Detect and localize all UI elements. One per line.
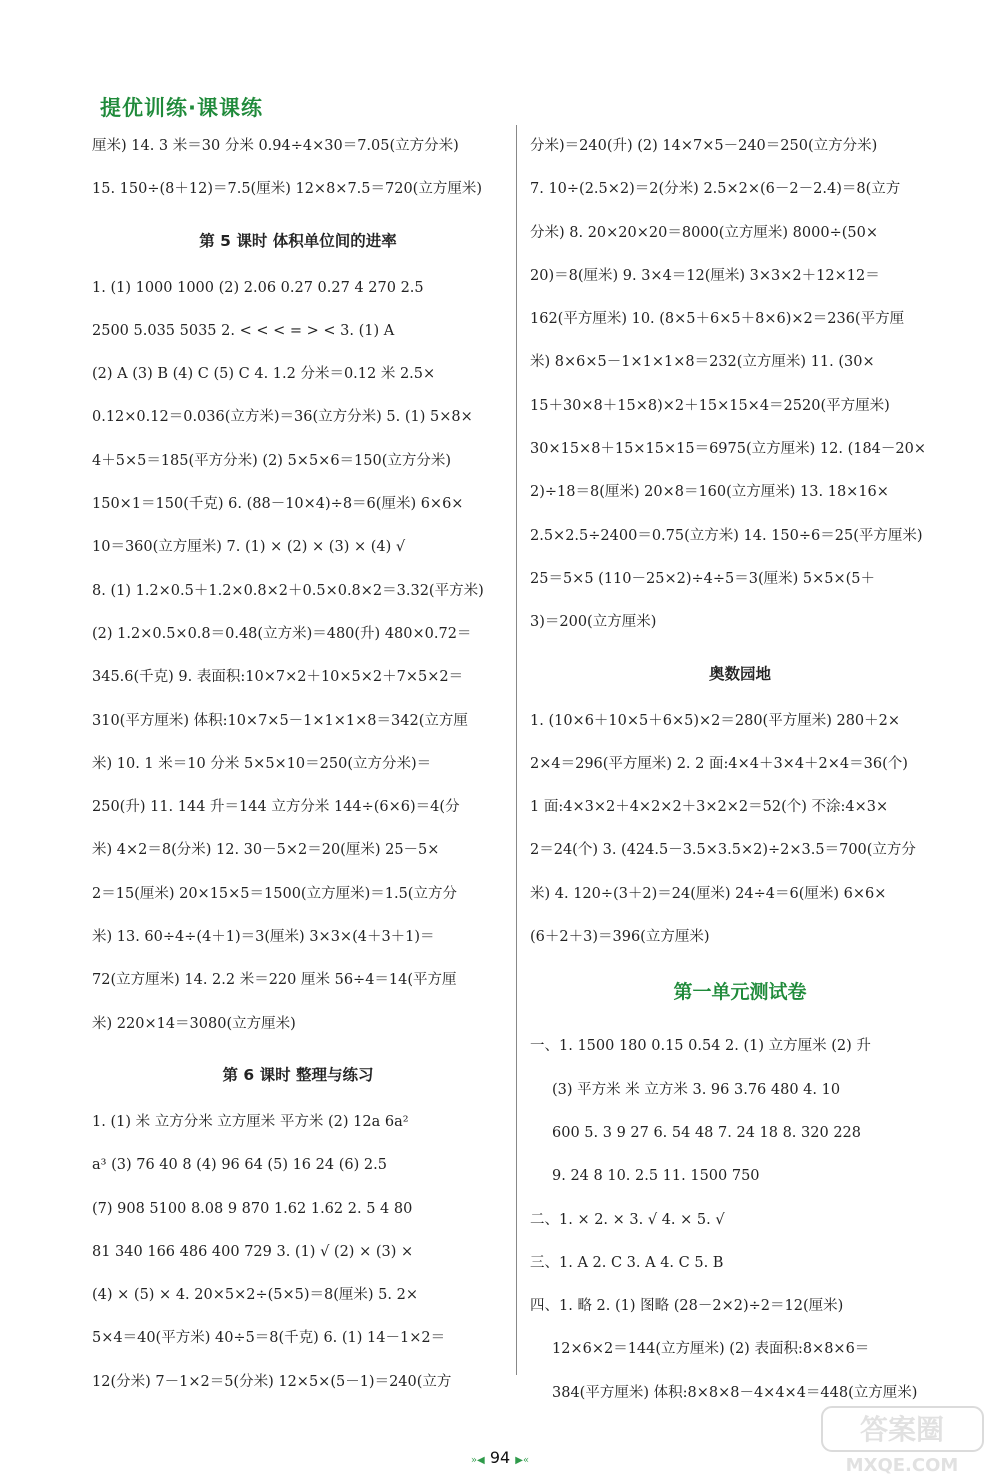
answer-line: (4) × (5) × 4. 20×5×2÷(5×5)＝8(厘米) 5. 2×	[92, 1287, 418, 1304]
answer-line: 15＋30×8＋15×8)×2＋15×15×4＝2520(平方厘米)	[530, 397, 890, 414]
answer-line: 一、1. 1500 180 0.15 0.54 2. (1) 立方厘米 (2) 升	[530, 1038, 871, 1055]
answer-line: 250(升) 11. 144 升＝144 立方分米 144÷(6×6)＝4(分	[92, 799, 460, 816]
answer-line: 15. 150÷(8＋12)＝7.5(厘米) 12×8×7.5＝720(立方厘米)	[92, 181, 482, 198]
section-title-unit-test: 第一单元测试卷	[673, 981, 807, 1004]
right-column	[530, 125, 950, 1415]
answer-line: 20)＝8(厘米) 9. 3×4＝12(厘米) 3×3×2＋12×12＝	[530, 267, 880, 284]
answer-line: 1 面:4×3×2＋4×2×2＋3×2×2＝52(个) 不涂:4×3×	[530, 799, 889, 816]
answer-line: 2500 5.035 5035 2. < < < = > < 3. (1) A	[92, 322, 395, 339]
answer-line: a³ (3) 76 40 8 (4) 96 64 (5) 16 24 (6) 2.5	[92, 1157, 387, 1174]
answer-line: 2＝15(厘米) 20×15×5＝1500(立方厘米)＝1.5(立方分	[92, 885, 457, 902]
answer-line: 310(平方厘米) 体积:10×7×5－1×1×1×8＝342(立方厘	[92, 712, 468, 729]
answer-line: 9. 24 8 10. 2.5 11. 1500 750	[552, 1168, 760, 1185]
answer-line: 分米)＝240(升) (2) 14×7×5－240＝250(立方分米)	[530, 138, 878, 154]
page-number: 94	[489, 1448, 511, 1467]
answer-line: 345.6(千克) 9. 表面积:10×7×2＋10×5×2＋7×5×2＝	[92, 669, 464, 686]
answer-line: 8. (1) 1.2×0.5＋1.2×0.8×2＋0.5×0.8×2＝3.32(平方米)	[92, 582, 484, 599]
answer-line: 25＝5×5 (110－25×2)÷4÷5＝3(厘米) 5×5×(5＋	[530, 570, 876, 587]
answer-line: 600 5. 3 9 27 6. 54 48 7. 24 18 8. 320 228	[552, 1124, 861, 1141]
answer-line: 12×6×2＝144(立方厘米) (2) 表面积:8×8×6＝	[552, 1341, 870, 1358]
answer-line: 米) 13. 60÷4÷(4＋1)＝3(厘米) 3×3×(4＋3＋1)＝	[92, 929, 435, 946]
answer-line: 米) 220×14＝3080(立方厘米)	[92, 1015, 296, 1032]
watermark-url: MXQE.COM	[845, 1455, 959, 1476]
answer-line: 2.5×2.5÷2400＝0.75(立方米) 14. 150÷6＝25(平方厘米)	[530, 527, 923, 544]
answer-line: 2)÷18＝8(厘米) 20×8＝160(立方厘米) 13. 18×16×	[530, 484, 889, 501]
answer-line: (2) 1.2×0.5×0.8＝0.48(立方米)＝480(升) 480×0.72＝	[92, 625, 472, 642]
answer-line: 米) 10. 1 米＝10 分米 5×5×10＝250(立方分米)＝	[92, 755, 432, 772]
answer-line: 3)＝200(立方厘米)	[530, 614, 657, 631]
answer-line: 4＋5×5＝185(平方分米) (2) 5×5×6＝150(立方分米)	[92, 452, 452, 469]
answer-line: 1. (10×6＋10×5＋6×5)×2＝280(平方厘米) 280＋2×	[530, 712, 901, 729]
answer-line: (7) 908 5100 8.08 9 870 1.62 1.62 2. 5 4 80	[92, 1200, 413, 1217]
answer-line: 米) 4. 120÷(3＋2)＝24(厘米) 24÷4＝6(厘米) 6×6×	[530, 885, 887, 902]
answer-line: (3) 平方米 米 立方米 3. 96 3.76 480 4. 10	[552, 1081, 841, 1098]
section-title-lesson5: 第 5 课时 体积单位间的进率	[199, 231, 397, 250]
answer-line: 米) 4×2＝8(分米) 12. 30－5×2＝20(厘米) 25－5×	[92, 842, 440, 859]
answer-line: 1. (1) 米 立方分米 立方厘米 平方米 (2) 12a 6a²	[92, 1113, 409, 1130]
answer-line: (6＋2＋3)＝396(立方厘米)	[530, 929, 710, 946]
watermark-logo	[820, 1405, 985, 1477]
answer-line: 分米) 8. 20×20×20＝8000(立方厘米) 8000÷(50×	[530, 224, 878, 241]
answer-line: 10＝360(立方厘米) 7. (1) × (2) × (3) × (4) √	[92, 539, 406, 556]
page-header-title: 提优训练·课课练	[100, 96, 263, 120]
answer-line: 1. (1) 1000 1000 (2) 2.06 0.27 0.27 4 270 2.5	[92, 279, 424, 296]
answer-line: 0.12×0.12＝0.036(立方米)＝36(立方分米) 5. (1) 5×8×	[92, 409, 473, 426]
answer-line: 72(立方厘米) 14. 2.2 米＝220 厘米 56÷4＝14(平方厘	[92, 972, 457, 989]
answer-line: 2×4＝296(平方厘米) 2. 2 面:4×4＋3×4＋2×4＝36(个)	[530, 755, 908, 772]
answer-line: 2＝24(个) 3. (424.5－3.5×3.5×2)÷2×3.5＝700(立方分	[530, 842, 916, 859]
answer-line: 150×1＝150(千克) 6. (88－10×4)÷8＝6(厘米) 6×6×	[92, 496, 464, 513]
right-arrow-icon: ▶«	[515, 1455, 530, 1466]
answer-line: 三、1. A 2. C 3. A 4. C 5. B	[530, 1254, 724, 1271]
answer-line: 5×4＝40(平方米) 40÷5＝8(千克) 6. (1) 14－1×2＝	[92, 1330, 446, 1347]
answer-line: 7. 10÷(2.5×2)＝2(分米) 2.5×2×(6－2－2.4)＝8(立方	[530, 181, 901, 198]
section-title-olympiad: 奥数园地	[708, 664, 771, 683]
answer-line: 384(平方厘米) 体积:8×8×8－4×4×4＝448(立方厘米)	[552, 1384, 918, 1401]
answer-line: 30×15×8＋15×15×15＝6975(立方厘米) 12. (184－20×	[530, 441, 927, 458]
answer-line: 四、1. 略 2. (1) 图略 (28－2×2)÷2＝12(厘米)	[530, 1298, 844, 1315]
left-column	[92, 125, 504, 1404]
answer-line: (2) A (3) B (4) C (5) C 4. 1.2 分米＝0.12 米 2.5×	[92, 366, 436, 383]
left-arrow-icon: »◀	[470, 1455, 485, 1466]
watermark-text: 答案圈	[859, 1413, 945, 1446]
column-divider	[516, 125, 517, 1375]
answer-line: 12(分米) 7－1×2＝5(分米) 12×5×(5－1)＝240(立方	[92, 1373, 452, 1390]
answer-line: 厘米) 14. 3 米＝30 分米 0.94÷4×30＝7.05(立方分米)	[92, 138, 459, 154]
answer-line: 81 340 166 486 400 729 3. (1) √ (2) × (3) ×	[92, 1243, 414, 1260]
answer-line: 米) 8×6×5－1×1×1×8＝232(立方厘米) 11. (30×	[530, 354, 875, 371]
section-title-lesson6: 第 6 课时 整理与练习	[222, 1065, 374, 1084]
answer-line: 162(平方厘米) 10. (8×5＋6×5＋8×6)×2＝236(平方厘	[530, 311, 905, 328]
answer-line: 二、1. × 2. × 3. √ 4. × 5. √	[530, 1211, 725, 1228]
